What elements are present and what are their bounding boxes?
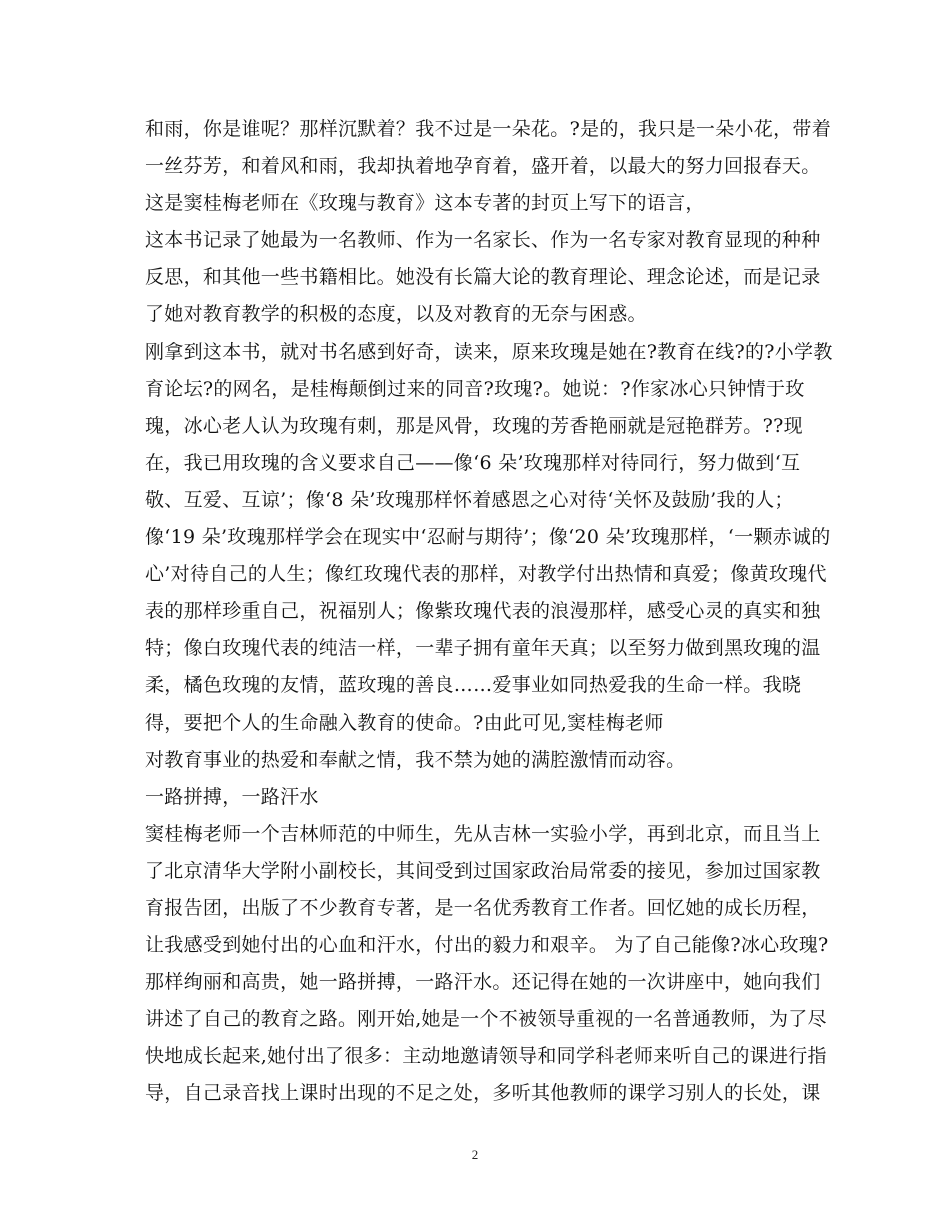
text-line: 在，我已用玫瑰的含义要求自己——像‘6 朵’玫瑰那样对待同行，努力做到‘互 bbox=[145, 451, 801, 474]
text-line: 育报告团，出版了不少教育专著，是一名优秀教育工作者。回忆她的成长历程， bbox=[145, 896, 821, 919]
text-line: 表的那样珍重自己，祝福别人；像紫玫瑰代表的浪漫那样，感受心灵的真实和独 bbox=[145, 600, 821, 623]
text-line: 讲述了自己的教育之路。刚开始,她是一个不被领导重视的一名普通教师，为了尽 bbox=[145, 1008, 827, 1031]
text-line: 让我感受到她付出的心血和汗水，付出的毅力和艰辛。 为了自己能像?冰心玫瑰? bbox=[145, 934, 829, 957]
text-line: 了她对教育教学的积极的态度，以及对教育的无奈与困惑。 bbox=[145, 303, 647, 326]
text-line: 一丝芬芳，和着风和雨，我却执着地孕育着，盛开着，以最大的努力回报春天。 bbox=[145, 155, 821, 178]
text-line: 像‘19 朵’玫瑰那样学会在现实中‘忍耐与期待’；像‘20 朵’玫瑰那样，‘一颗赤诚的 bbox=[145, 526, 831, 549]
text-line: 这是窦桂梅老师在《玫瑰与教育》这本专著的封页上写下的语言， bbox=[145, 192, 705, 215]
text-line: 刚拿到这本书，就对书名感到好奇，读来，原来玫瑰是她在?教育在线?的?小学教 bbox=[145, 340, 833, 363]
text-line: 快地成长起来,她付出了很多：主动地邀请领导和同学科老师来听自己的课进行指 bbox=[145, 1045, 827, 1068]
text-line: 那样绚丽和高贵，她一路拼搏，一路汗水。还记得在她的一次讲座中，她向我们 bbox=[145, 971, 821, 994]
text-line: 窦桂梅老师一个吉林师范的中师生，先从吉林一实验小学，再到北京，而且当上 bbox=[145, 822, 821, 845]
text-line: 柔，橘色玫瑰的友情，蓝玫瑰的善良……爱事业如同热爱我的生命一样。我晓 bbox=[145, 674, 802, 697]
text-line: 和雨，你是谁呢？那样沉默着？我不过是一朵花。?是的，我只是一朵小花，带着 bbox=[145, 118, 831, 140]
text-line: 育论坛?的网名，是桂梅颠倒过来的同音?玫瑰?。她说：?作家冰心只钟情于玫 bbox=[145, 377, 805, 400]
text-line: 这本书记录了她最为一名教师、作为一名家长、作为一名专家对教育显现的种种 bbox=[145, 229, 821, 252]
text-line: 特；像白玫瑰代表的纯洁一样，一辈子拥有童年天真；以至努力做到黑玫瑰的温 bbox=[145, 637, 821, 660]
body-text bbox=[145, 111, 833, 1113]
text-line: 瑰，冰心老人认为玫瑰有刺，那是风骨，玫瑰的芳香艳丽就是冠艳群芳。??现 bbox=[145, 414, 803, 437]
text-line: 了北京清华大学附小副校长，其间受到过国家政治局常委的接见，参加过国家教 bbox=[145, 859, 821, 882]
page-number: 2 bbox=[471, 1147, 479, 1162]
text-line: 导，自己录音找上课时出现的不足之处，多听其他教师的课学习别人的长处，课 bbox=[145, 1082, 821, 1105]
text-line: 心’对待自己的人生；像红玫瑰代表的那样，对教学付出热情和真爱；像黄玫瑰代 bbox=[145, 563, 827, 586]
text-line: 敬、互爱、互谅’；像‘8 朵’玫瑰那样怀着感恩之心对待‘关怀及鼓励’我的人； bbox=[145, 488, 794, 511]
text-line: 反思，和其他一些书籍相比。她没有长篇大论的教育理论、理念论述，而是记录 bbox=[145, 266, 821, 289]
text-line: 对教育事业的热爱和奉献之情，我不禁为她的满腔激情而动容。 bbox=[145, 748, 686, 771]
text-line: 得，要把个人的生命融入教育的使命。?由此可见,窦桂梅老师 bbox=[145, 711, 664, 734]
section-heading: 一路拼搏，一路汗水 bbox=[145, 785, 319, 808]
